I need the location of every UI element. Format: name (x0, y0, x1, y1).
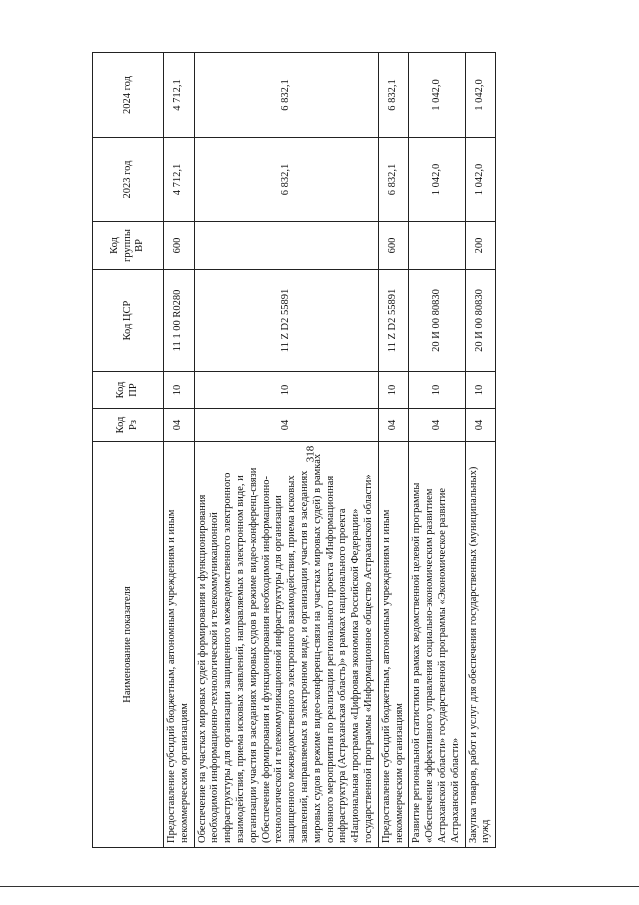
cell-name: Предоставление субсидий бюджетным, автономным учреждениям и иным некоммерческим организациям (164, 442, 195, 848)
header-rz: Код Рз (93, 409, 164, 442)
cell-2024: 6 832,1 (194, 53, 378, 138)
cell-vr: 600 (378, 222, 409, 270)
cell-csr: 20 И 00 80830 (409, 270, 465, 372)
table-row (378, 53, 409, 848)
cell-vr (409, 222, 465, 270)
cell-csr: 20 И 00 80830 (465, 270, 496, 372)
cell-2023: 6 832,1 (194, 138, 378, 222)
header-2023: 2023 год (93, 138, 164, 222)
cell-pr: 10 (465, 372, 496, 409)
cell-2024: 4 712,1 (164, 53, 195, 138)
cell-vr: 600 (164, 222, 195, 270)
cell-pr: 10 (194, 372, 378, 409)
cell-rz: 04 (378, 409, 409, 442)
header-2024: 2024 год (93, 53, 164, 138)
cell-csr: 11 Z D2 55891 (194, 270, 378, 372)
cell-2023: 1 042,0 (409, 138, 465, 222)
table-row (465, 53, 496, 848)
cell-name: Развитие региональной статистики в рамках ведомственной целевой программы «Обеспечение эффективного управления социально-экономическим развитием Астраханской области» государственной программы «Экономическое развитие Астраханской области» (409, 442, 465, 848)
cell-name: Закупка товаров, работ и услуг для обеспечения государственных (муниципальных) нужд (465, 442, 496, 848)
header-csr: Код ЦСР (93, 270, 164, 372)
cell-2024: 1 042,0 (409, 53, 465, 138)
cell-2023: 1 042,0 (465, 138, 496, 222)
cell-pr: 10 (378, 372, 409, 409)
cell-pr: 10 (164, 372, 195, 409)
header-name: Наименование показателя (93, 442, 164, 848)
cell-csr: 11 Z D2 55891 (378, 270, 409, 372)
cell-2024: 1 042,0 (465, 53, 496, 138)
cell-vr: 200 (465, 222, 496, 270)
table-row (409, 53, 465, 848)
cell-rz: 04 (465, 409, 496, 442)
table-row (164, 53, 195, 848)
cell-2023: 6 832,1 (378, 138, 409, 222)
header-vr: Код группы ВР (93, 222, 164, 270)
cell-rz: 04 (194, 409, 378, 442)
page-number: 318 (304, 445, 317, 463)
budget-table-rotated (92, 53, 588, 848)
cell-csr: 11 1 00 R0280 (164, 270, 195, 372)
cell-2024: 6 832,1 (378, 53, 409, 138)
cell-rz: 04 (164, 409, 195, 442)
footer-rule (0, 886, 639, 887)
cell-pr: 10 (409, 372, 465, 409)
cell-rz: 04 (409, 409, 465, 442)
header-pr: Код ПР (93, 372, 164, 409)
cell-name: Обеспечение на участках мировых судей формирования и функционирования необходимой информационно-технологической и телекоммуникационной инфраструктуры для организации защищенного межведомственного электронного взаимодействия, приема исковых заявлений, направляемых в электронном виде, и организации участия в заседаниях мировых судов в режиме видео-конференц-связи (Обеспечение формирования и функционирования необходимой информационно-технологической и телекоммуникационной инфраструктуры для организации защищенного межведомственного электронного взаимодействия, приема исковых заявлений, направляемых в электронном виде, и организации участия в заседаниях мировых судов в режиме видео-конференц-связи на участках мировых судей) в рамках основного мероприятия по реализации регионального проекта «Информационная инфраструктура (Астраханская область)» в рамках национального проекта «Национальная программа «Цифровая экономика Российской Федерации» государственной программы «Информационное общество Астраханской области» (194, 442, 378, 848)
budget-table (92, 52, 496, 848)
cell-vr (194, 222, 378, 270)
table-row (194, 53, 378, 848)
cell-name: Предоставление субсидий бюджетным, автономным учреждениям и иным некоммерческим организациям (378, 442, 409, 848)
table-header-row (93, 53, 164, 848)
cell-2023: 4 712,1 (164, 138, 195, 222)
